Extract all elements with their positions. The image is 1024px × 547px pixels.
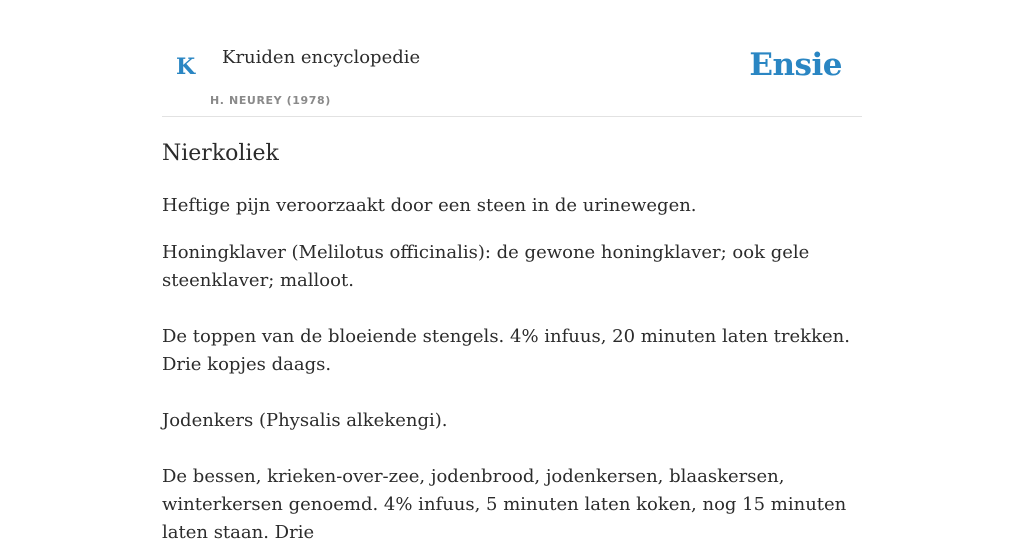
- brand-logo-link[interactable]: Ensie: [749, 47, 842, 83]
- entry-paragraph-definition: Heftige pijn veroorzaakt door een steen in de urinewegen.: [162, 195, 697, 216]
- entry-paragraph-honingklaver: Honingklaver (Melilotus officinalis): de gewone honingklaver; ook gele steenklaver; malloot.: [162, 242, 810, 291]
- entry-paragraph-honingklaver-dosage: De toppen van de bloeiende stengels. 4% infuus, 20 minuten laten trekken. Drie kopjes daags.: [162, 326, 850, 375]
- entry-paragraph-jodenkers: Jodenkers (Physalis alkekengi).: [162, 410, 448, 431]
- page-header: [162, 0, 862, 117]
- entry-title: Nierkoliek: [162, 141, 279, 166]
- letter-index-link[interactable]: K: [176, 54, 196, 80]
- entry-paragraph-jodenkers-dosage: De bessen, krieken-over-zee, jodenbrood, jodenkersen, blaaskersen, winterkersen genoemd. 4% infuus, 5 minuten laten koken, nog 15 minuten laten staan. Drie: [162, 466, 847, 543]
- book-author: H. NEUREY (1978): [210, 94, 331, 107]
- entry-content: [162, 138, 862, 543]
- book-title[interactable]: Kruiden encyclopedie: [222, 47, 421, 68]
